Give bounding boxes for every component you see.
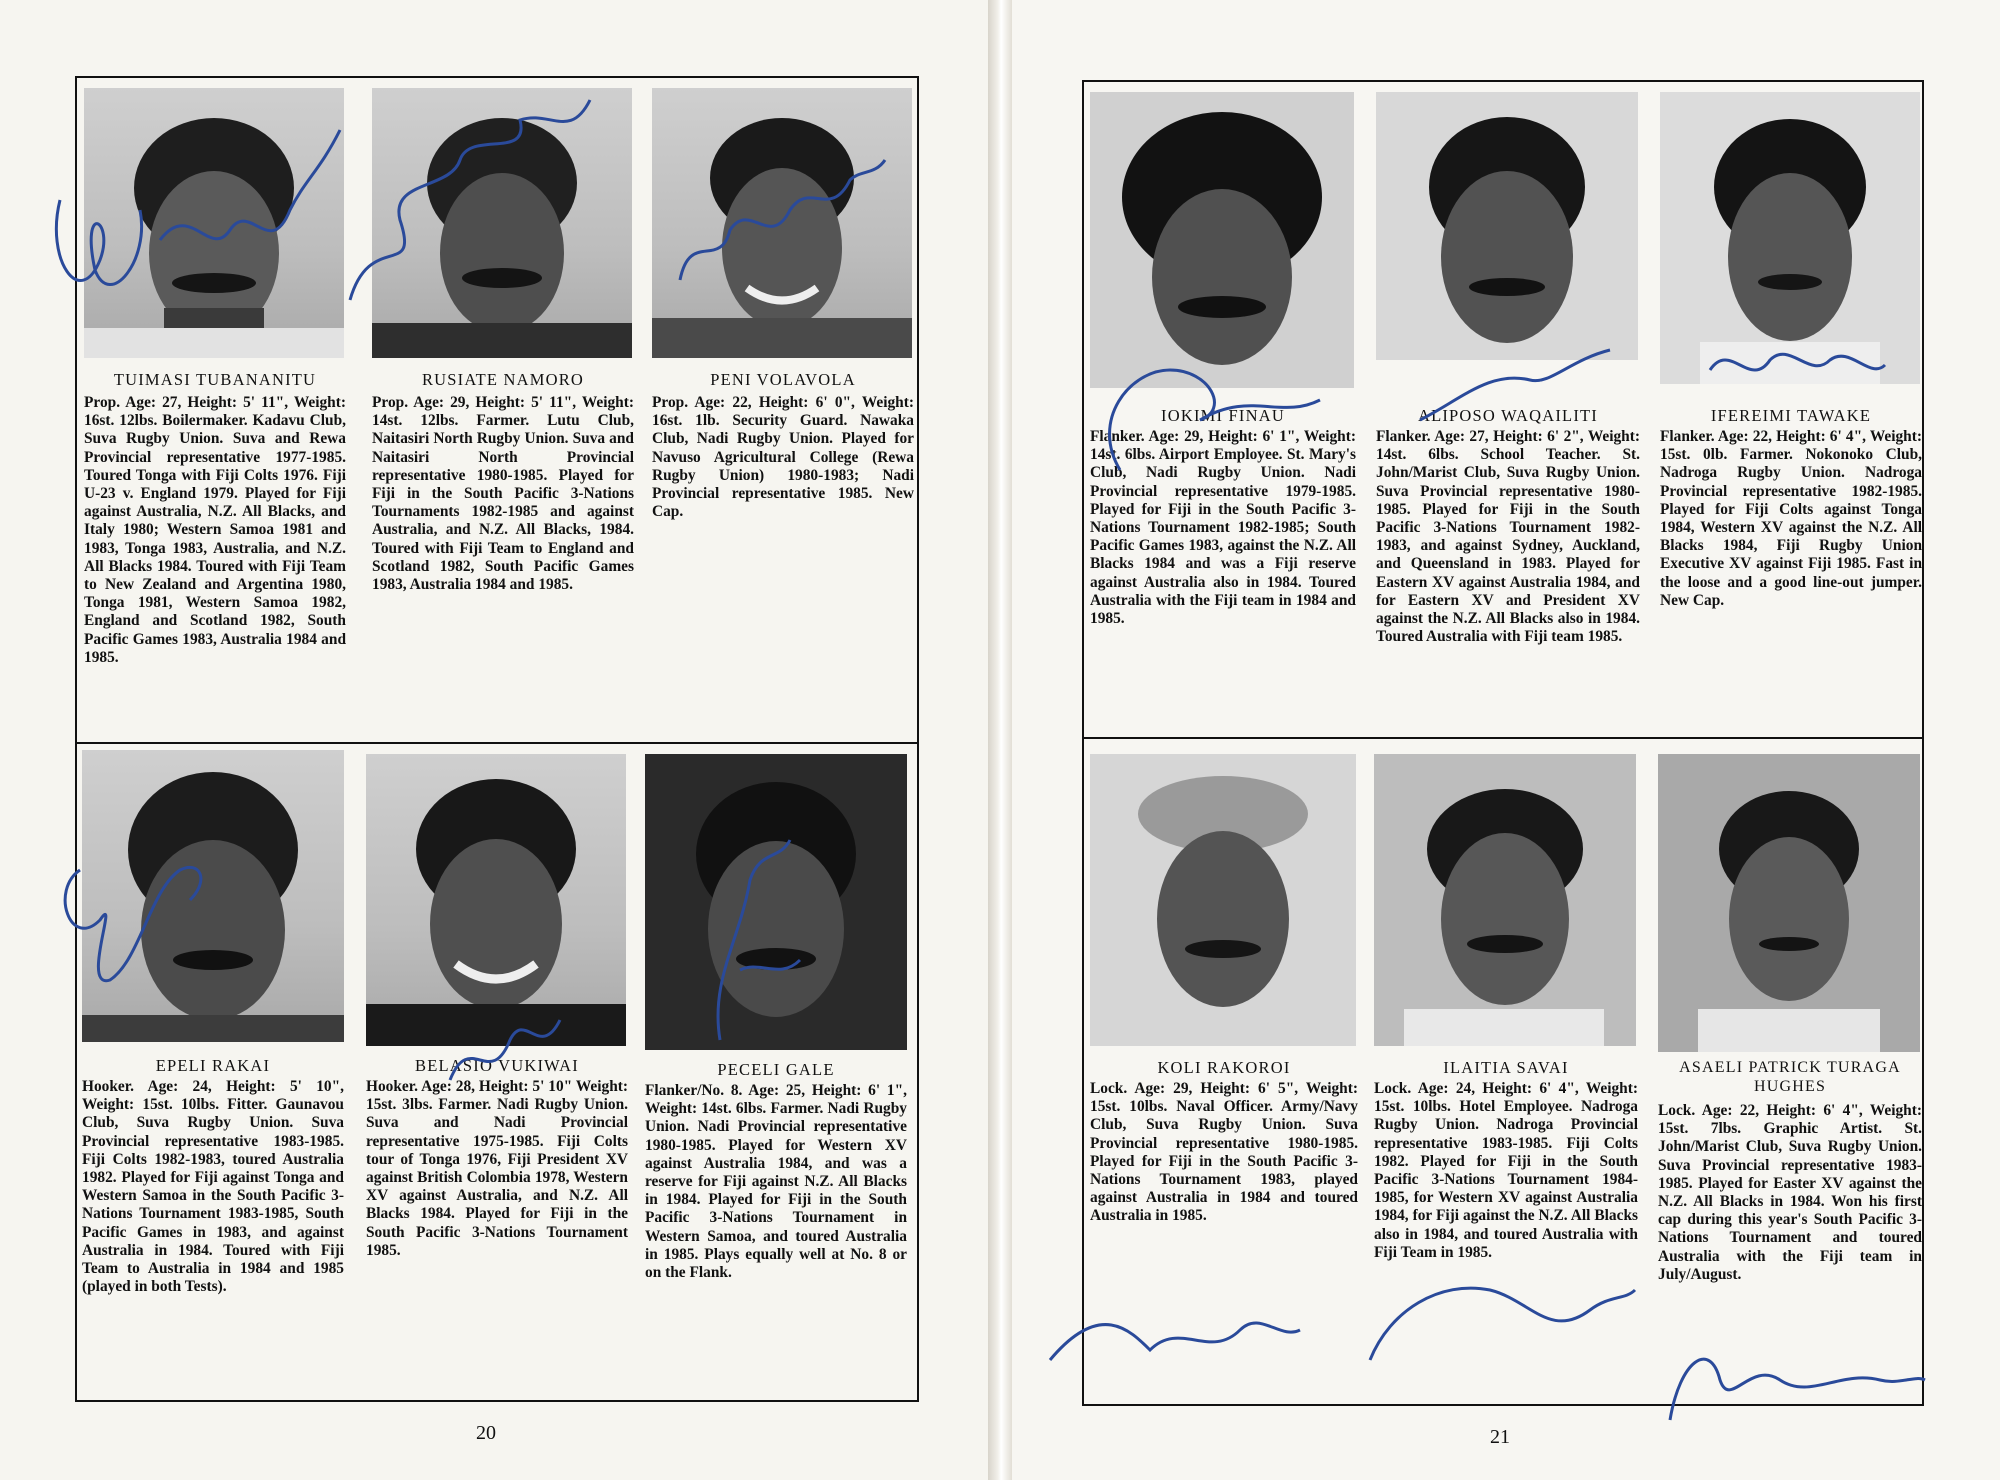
player-photo xyxy=(1090,754,1356,1046)
player-card xyxy=(1658,754,1922,1374)
player-name: BELASIO VUKIWAI xyxy=(415,1056,579,1075)
player-photo xyxy=(366,754,626,1046)
player-bio: Flanker/No. 8. Age: 25, Height: 6' 1", Weight: 14st. 6lbs. Farmer. Nadi Rugby Union. Nadi Provincial representative 1980-1985. Played for Western XV against Australia 1984, and was a reserve for Fiji against N.Z. All Blacks in 1984. Played for Fiji in the South Pacific 3-Nations Tournament in Western Samoa, and toured Australia in 1985. Plays equally well at No. 8 or on the Flank. xyxy=(645,1082,907,1282)
player-card xyxy=(1660,92,1922,712)
player-card xyxy=(1374,754,1638,1374)
player-bio: Lock. Age: 24, Height: 6' 4", Weight: 15st. 10lbs. Hotel Employee. Nadroga Rugby Union. Nadroga Provincial representative 1983-1985. Fiji Colts 1982. Played for Fiji in the South Pacific 3-Nations Tournament 1984-1985, for Western XV against Australia 1984, for Fiji against the N.Z. All Blacks also in 1984, and toured Australia with Fiji Team in 1985. xyxy=(1374,1080,1638,1261)
page-number: 21 xyxy=(1490,1426,1510,1448)
player-card xyxy=(82,750,344,1370)
page-21-divider xyxy=(1084,737,1922,739)
player-name: PECELI GALE xyxy=(717,1060,835,1079)
player-photo xyxy=(645,754,907,1050)
player-bio: Lock. Age: 29, Height: 6' 5", Weight: 15st. 10lbs. Naval Officer. Army/Navy Club, Suva Rugby Union. Suva Provincial representative 1980-1985. Played for Fiji in the South Pacific 3-Nations Tournament 1983, played against Australia in 1984 and toured Australia in 1985. xyxy=(1090,1080,1358,1225)
player-photo xyxy=(1090,92,1354,388)
player-photo xyxy=(1374,754,1636,1046)
player-card xyxy=(366,754,628,1374)
player-bio: Hooker. Age: 24, Height: 5' 10", Weight: 15st. 10lbs. Fitter. Gaunavou Club, Suva Rugby Union. Suva Provincial representative 1983-1985. Fiji Colts 1982-1983, toured Australia 1982. Played for Fiji against Tonga and Western Samoa in the South Pacific 3-Nations Tournament 1983-1985, South Pacific Games in 1983, and against Australia in 1984. Toured with Fiji Team to Australia in 1984 and 1985 (played in both Tests). xyxy=(82,1078,344,1296)
player-bio: Lock. Age: 22, Height: 6' 4", Weight: 15st. 7lbs. Graphic Artist. St. John/Marist Club, Suva Rugby Union. Suva Provincial representative 1983-1985. Played for Easter XV against the N.Z. All Blacks in 1984. Won his first cap during this year's South Pacific 3-Nations Tournament and toured Australia with the Fiji team in July/August. xyxy=(1658,1102,1922,1283)
player-name: ILAITIA SAVAI xyxy=(1443,1058,1569,1077)
player-card xyxy=(84,88,346,738)
player-name: KOLI RAKOROI xyxy=(1157,1058,1291,1077)
player-card xyxy=(652,88,914,738)
player-bio: Flanker. Age: 27, Height: 6' 2", Weight: 14st. 6lbs. School Teacher. St. John/Marist Club, Suva Rugby Union. Suva Provincial representative 1980-1985. Played for Fiji in the South Pacific 3-Nations Tournament 1982-1983, and against Sydney, Auckland, and Queensland in 1983. Played for Eastern XV against Australia 1984, and for Eastern XV and President XV against the N.Z. All Blacks also in 1984. Toured Australia with Fiji team 1985. xyxy=(1376,428,1640,646)
player-card xyxy=(645,754,907,1374)
player-photo xyxy=(1376,92,1638,360)
player-photo xyxy=(84,88,344,358)
player-name: IOKIMI FINAU xyxy=(1161,406,1285,425)
player-bio: Flanker. Age: 22, Height: 6' 4", Weight: 15st. 0lb. Farmer. Nokonoko Club, Nadroga Rugby Union. Nadroga Provincial representative 1982-1985. Played for Fiji Colts against Tonga 1984, Western XV against the N.Z. All Blacks 1984, Fiji Rugby Union Executive XV against Fiji 1985. Fast in the loose and a good line-out jumper. New Cap. xyxy=(1660,428,1922,609)
page-20-divider xyxy=(77,742,917,744)
player-name: RUSIATE NAMORO xyxy=(421,370,585,389)
player-photo xyxy=(372,88,632,358)
player-card xyxy=(372,88,634,738)
player-photo xyxy=(1660,92,1920,384)
player-card xyxy=(1090,92,1356,712)
player-name: IFEREIMI TAWAKE xyxy=(1710,406,1872,425)
book-spine xyxy=(988,0,1012,1480)
player-card xyxy=(1090,754,1358,1374)
player-bio: Hooker. Age: 28, Height: 5' 10" Weight: 15st. 3lbs. Farmer. Nadi Rugby Union. Suva and Nadi Provincial representative 1975-1985. Fiji Colts tour of Tonga 1976, Fiji President XV against British Colombia 1978, Western XV against Australia, and N.Z. All Blacks 1984. Played for Fiji in the South Pacific 3-Nations Tournament 1985. xyxy=(366,1078,628,1259)
player-bio: Prop. Age: 22, Height: 6' 0", Weight: 16st. 1lb. Security Guard. Nawaka Club, Nadi Rugby Union. Played for Navuso Agricultural College (Rewa Rugby Union) 1980-1983; Nadi Provincial representative 1985. New Cap. xyxy=(652,394,914,521)
page-number: 20 xyxy=(476,1422,496,1444)
player-bio: Prop. Age: 27, Height: 5' 11", Weight: 16st. 12lbs. Boilermaker. Kadavu Club, Suva Rugby Union. Suva and Rewa Provincial representative 1977-1985. Toured Tonga with Fiji Colts 1976. Fiji U-23 v. England 1979. Played for Fiji against Australia, N.Z. All Blacks, and Italy 1980; Western Samoa 1981 and 1983, Tonga 1983, Australia, and N.Z. All Blacks 1984. Toured with Fiji Team to New Zealand and Argentina 1980, Tonga 1981, Western Samoa 1982, England and Scotland 1982, South Pacific Games 1983, Australia 1984 and 1985. xyxy=(84,394,346,666)
player-name: PENI VOLAVOLA xyxy=(710,370,856,389)
player-photo xyxy=(652,88,912,358)
player-name: TUIMASI TUBANANITU xyxy=(113,370,317,389)
player-name: ASAELI PATRICK TURAGA HUGHES xyxy=(1679,1059,1901,1095)
player-card xyxy=(1376,92,1640,712)
player-photo xyxy=(1658,754,1920,1052)
player-name: ALIPOSO WAQAILITI xyxy=(1417,406,1599,425)
player-bio: Flanker. Age: 29, Height: 6' 1", Weight: 14st. 6lbs. Airport Employee. St. Mary's Club, Nadi Rugby Union. Nadi Provincial representative 1979-1985. Played for Fiji in the South Pacific 3-Nations Tournament 1982-1985; South Pacific Games 1983, against the N.Z. All Blacks 1984 and was a Fiji reserve against Australia also in 1984. Toured Australia with the Fiji team in 1984 and 1985. xyxy=(1090,428,1356,628)
player-photo xyxy=(82,750,344,1042)
player-name: EPELI RAKAI xyxy=(155,1056,271,1075)
player-bio: Prop. Age: 29, Height: 5' 11", Weight: 14st. 12lbs. Farmer. Lutu Club, Naitasiri North Rugby Union. Suva and Naitasiri North Provincial representative 1980-1985. Played for Fiji in the South Pacific 3-Nations Tournaments 1982-1985 and against Australia, and N.Z. All Blacks, 1984. Toured with Fiji Team to England and Scotland 1982, South Pacific Games 1983, Australia 1984 and 1985. xyxy=(372,394,634,594)
